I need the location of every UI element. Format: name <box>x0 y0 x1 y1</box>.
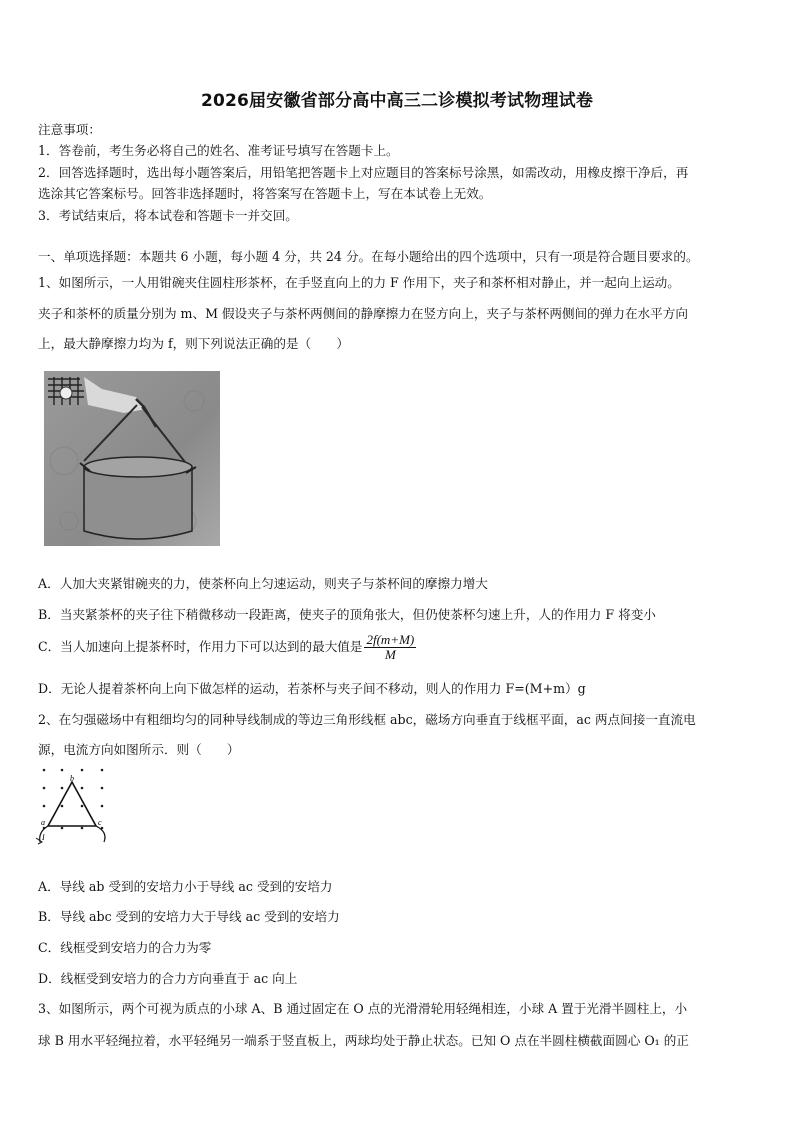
q1-stem-line2: 夹子和茶杯的质量分别为 m、M 假设夹子与茶杯两侧间的静摩擦力在竖方向上，夹子与茶杯两侧间的弹力在水平方向 <box>38 306 688 321</box>
section-heading: 一、单项选择题：本题共 6 小题，每小题 4 分，共 24 分。在每小题给出的四个选项中，只有一项是符合题目要求的。 <box>38 249 699 264</box>
q2-option-a: A．导线 ab 受到的安培力小于导线 ac 受到的安培力 <box>38 879 333 894</box>
q2-triangle-figure <box>34 764 114 848</box>
notice-item-2-cont: 选涂其它答案标号。回答非选择题时，将答案写在答题卡上，写在本试卷上无效。 <box>38 186 492 201</box>
q2-option-c: C．线框受到安培力的合力为零 <box>38 940 212 955</box>
vertex-b-label: b <box>70 774 74 783</box>
q1-stem-line3: 上，最大静摩擦力均为 f，则下列说法正确的是（ ） <box>38 336 349 351</box>
q1-photo <box>44 371 220 546</box>
q3-stem-line2: 球 B 用水平轻绳拉着，水平轻绳另一端系于竖直板上，两球均处于静止状态。已知 O 点在半圆柱横截面圆心 O₁ 的正 <box>38 1033 689 1048</box>
q1-stem-line1: 1、如图所示，一人用钳碗夹住圆柱形茶杯，在手竖直向上的力 F 作用下，夹子和茶杯相对静止，并一起向上运动。 <box>38 275 680 290</box>
notice-item-2: 2．回答选择题时，选出每小题答案后，用铅笔把答题卡上对应题目的答案标号涂黑，如需改动，用橡皮擦干净后，再 <box>38 165 689 180</box>
q2-option-d: D．线框受到安培力的合力方向垂直于 ac 向上 <box>38 971 298 986</box>
notice-item-3: 3．考试结束后，将本试卷和答题卡一并交回。 <box>38 208 298 223</box>
q3-stem-line1: 3、如图所示，两个可视为质点的小球 A、B 通过固定在 O 点的光滑滑轮用轻绳相连，小球 A 置于光滑半圆柱上，小 <box>38 1001 688 1016</box>
notice-heading: 注意事项： <box>38 122 101 137</box>
q2-stem-line2: 源，电流方向如图所示．则（ ） <box>38 742 240 757</box>
notice-item-1: 1．答卷前，考生务必将自己的姓名、准考证号填写在答题卡上。 <box>38 143 399 158</box>
q1-option-c-fraction <box>364 633 416 662</box>
q1-option-a: A．人加大夹紧钳碗夹的力，使茶杯向上匀速运动，则夹子与茶杯间的摩擦力增大 <box>38 576 488 591</box>
q1-option-c <box>38 633 416 662</box>
fraction-numerator: 2f(m+M) <box>366 632 415 647</box>
fraction-denominator: M <box>384 647 396 662</box>
vertex-a-label: a <box>41 818 45 827</box>
current-label: I <box>42 833 45 842</box>
vertex-c-label: c <box>98 818 102 827</box>
q2-option-b: B．导线 abc 受到的安培力大于导线 ac 受到的安培力 <box>38 909 340 924</box>
q1-option-d: D．无论人提着茶杯向上向下做怎样的运动，若茶杯与夹子间不移动，则人的作用力 F=(M+m）g <box>38 681 586 696</box>
q1-option-b: B．当夹紧茶杯的夹子往下稍微移动一段距离，使夹子的顶角张大，但仍使茶杯匀速上升，人的作用力 F 将变小 <box>38 607 656 622</box>
q1-option-c-text: C．当人加速向上提茶杯时，作用力下可以达到的最大值是 <box>38 639 363 654</box>
q2-stem-line1: 2、在匀强磁场中有粗细均匀的同种导线制成的等边三角形线框 abc，磁场方向垂直于线框平面，ac 两点间接一直流电 <box>38 712 696 727</box>
exam-title: 2026届安徽省部分高中高三二诊模拟考试物理试卷 <box>200 91 594 111</box>
